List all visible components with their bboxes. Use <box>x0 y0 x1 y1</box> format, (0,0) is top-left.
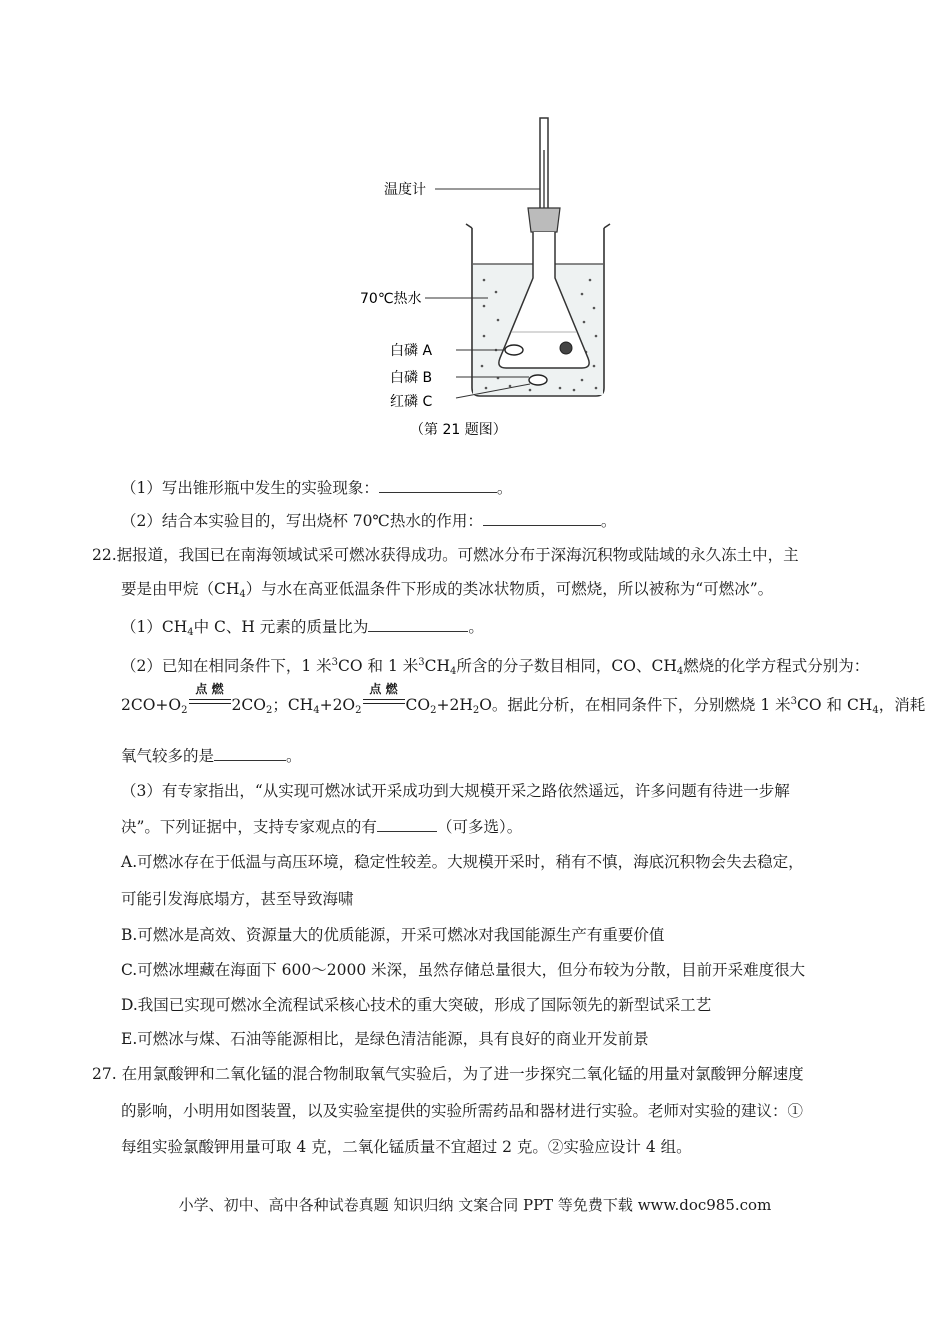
ignition-condition: 点 燃 <box>188 690 232 712</box>
q22-option-e: E.可燃冰与煤、石油等能源相比，是绿色清洁能源，具有良好的商业开发前景 <box>121 1030 649 1048</box>
q22-equations: $2CO+O_2$ 点 燃 $2CO_2$；$CH_4+2O_2$ 点 燃 $CO_2+2H_2O$。据此分析，在相同条件下，分别燃烧 1 米$^3$CO 和 $CH_4$，消耗 <box>121 682 926 716</box>
ignition-condition: 点 燃 <box>362 690 406 712</box>
label-red-p-c: 红磷 C <box>390 394 433 410</box>
answer-blank[interactable] <box>483 511 601 526</box>
q22-option-c: C.可燃冰埋藏在海面下 600～2000 米深，虽然存储总量很大，但分布较为分散，目前开采难度很大 <box>121 961 806 979</box>
answer-blank[interactable] <box>368 617 468 632</box>
q22-part3-line1: （3）有专家指出，“从实现可燃冰试开采成功到大规模开采之路依然遥远，许多问题有待进一步解 <box>121 782 790 800</box>
q27-line1: 27. 在用氯酸钾和二氧化锰的混合物制取氧气实验后，为了进一步探究二氧化锰的用量对氯酸钾分解速度 <box>92 1065 804 1083</box>
q22-intro-line2: 要是由甲烷$(CH_4)$与水在高亚低温条件下形成的类冰状物质，可燃烧，所以被称为“可燃冰”。 <box>121 580 774 600</box>
label-white-p-b: 白磷 B <box>390 370 433 386</box>
q22-part3-line2: 决”。下列证据中，支持专家观点的有 （可多选）。 <box>121 818 523 836</box>
q22-option-b: B.可燃冰是高效、资源量大的优质能源，开采可燃冰对我国能源生产有重要价值 <box>121 926 665 944</box>
q22-part2-line3: 氧气较多的是 。 <box>121 747 302 765</box>
experiment-figure <box>360 110 640 445</box>
answer-blank[interactable] <box>379 478 497 493</box>
apparatus-diagram <box>360 110 640 445</box>
page-footer: 小学、初中、高中各种试卷真题 知识归纳 文案合同 PPT 等免费下载 www.doc985.com <box>178 1196 772 1214</box>
stopper <box>528 208 560 232</box>
q22-part2-line1: （2）已知在相同条件下，1 米$^3$CO 和 1 米$^3CH_4$所含的分子数目相同，CO、$CH_4$燃烧的化学方程式分别为： <box>121 657 870 677</box>
white-phosphorus-a <box>505 345 523 355</box>
q22-option-d: D.我国已实现可燃冰全流程试采核心技术的重大突破，形成了国际领先的新型试采工艺 <box>121 996 712 1014</box>
q21-part2: （2）结合本实验目的，写出烧杯 70℃热水的作用： 。 <box>121 512 617 530</box>
red-phosphorus-c <box>560 342 572 354</box>
q22-part1: $(1)CH_4$中 C、H 元素的质量比为 。 <box>121 618 484 638</box>
q27-line3: 每组实验氯酸钾用量可取 4 克，二氧化锰质量不宜超过 2 克。②实验应设计 4 组。 <box>121 1138 692 1156</box>
q22-option-a-line1: A.可燃冰存在于低温与高压环境，稳定性较差。大规模开采时，稍有不慎，海底沉积物会失去稳定， <box>121 853 804 871</box>
q21-part1: （1）写出锥形瓶中发生的实验现象： 。 <box>121 479 513 497</box>
label-thermometer: 温度计 <box>384 182 426 198</box>
q22-option-a-line2: 可能引发海底塌方，甚至导致海啸 <box>121 890 354 908</box>
answer-blank[interactable] <box>214 746 286 761</box>
q22-intro-line1: 22.据报道，我国已在南海领域试采可燃冰获得成功。可燃冰分布于深海沉积物或陆域的永久冻土中，主 <box>92 546 799 564</box>
label-white-p-a: 白磷 A <box>390 343 433 359</box>
figure-caption: （第 21 题图） <box>410 422 507 438</box>
white-phosphorus-b <box>529 375 547 385</box>
answer-blank[interactable] <box>377 817 437 832</box>
label-hot-water: 70℃热水 <box>360 291 422 307</box>
q27-line2: 的影响，小明用如图装置，以及实验室提供的实验所需药品和器材进行实验。老师对实验的建议：① <box>121 1102 804 1120</box>
